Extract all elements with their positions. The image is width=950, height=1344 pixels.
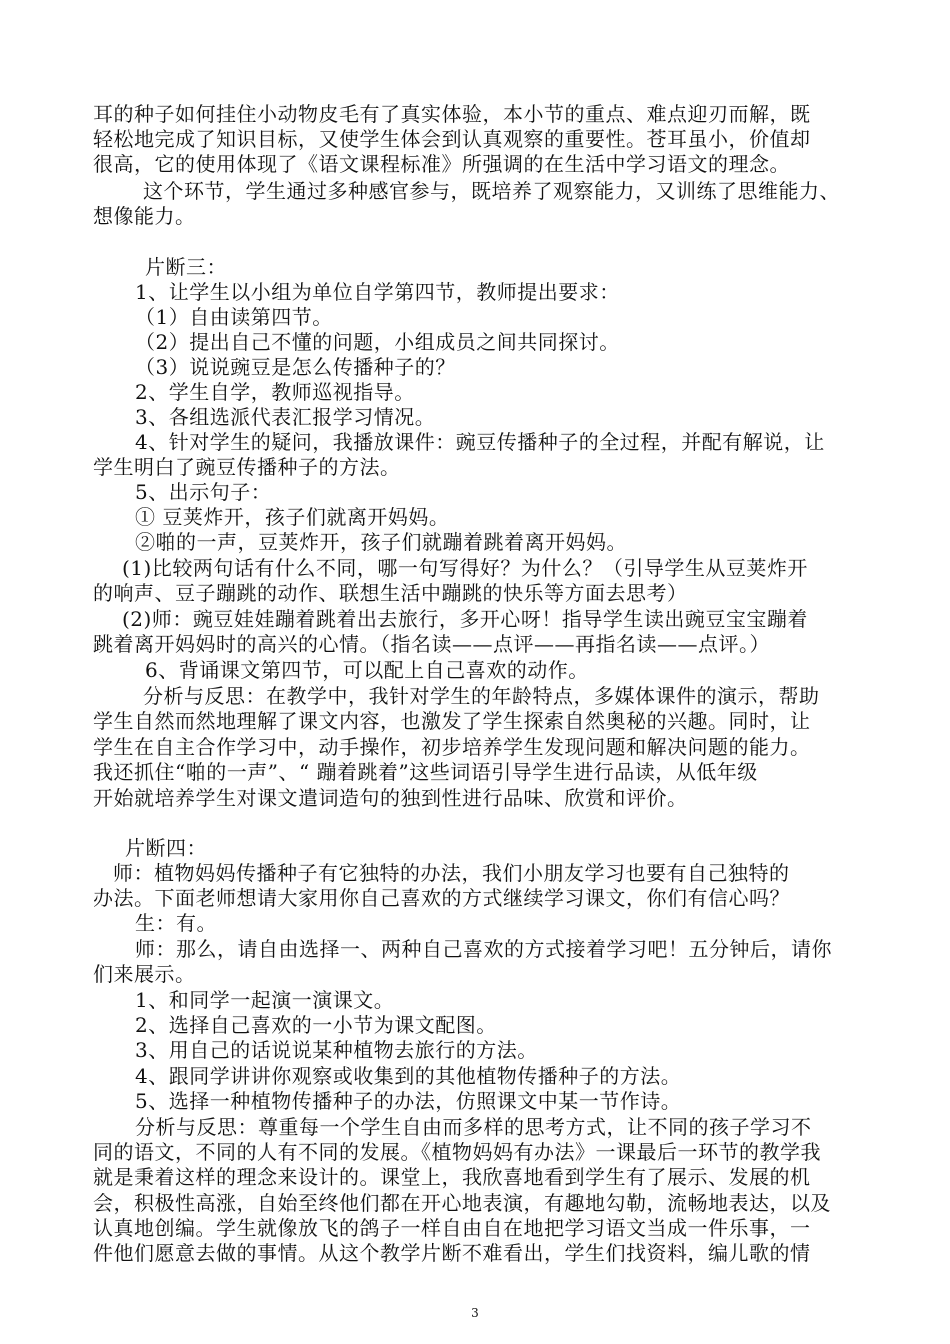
- text-line: 5、选择一种植物传播种子的办法，仿照课文中某一节作诗。: [135, 1089, 682, 1113]
- text-line: 学生自然而然地理解了课文内容，也激发了学生探索自然奥秘的兴趣。同时，让: [93, 709, 811, 733]
- text-line: 1、让学生以小组为单位自学第四节，教师提出要求：: [135, 280, 620, 304]
- text-line: 跳着离开妈妈时的高兴的心情。（指名读——点评——再指名读——点评。）: [93, 632, 770, 656]
- text-line: 4、针对学生的疑问，我播放课件：豌豆传播种子的全过程，并配有解说，让: [135, 430, 825, 454]
- text-line: 耳的种子如何挂住小动物皮毛有了真实体验，本小节的重点、难点迎刃而解，既: [93, 102, 811, 126]
- text-line: 很高，它的使用体现了《语文课程标准》所强调的在生活中学习语文的理念。: [93, 152, 790, 176]
- text-line: 师：植物妈妈传播种子有它独特的办法，我们小朋友学习也要有自己独特的: [113, 861, 790, 885]
- text-line: (2)师：豌豆娃娃蹦着跳着出去旅行，多开心呀！指导学生读出豌豆宝宝蹦着: [122, 607, 808, 631]
- text-line: 想像能力。: [93, 204, 196, 228]
- page-number: 3: [471, 1306, 479, 1320]
- text-line: 4、跟同学讲讲你观察或收集到的其他植物传播种子的方法。: [135, 1064, 682, 1088]
- text-line: （3）说说豌豆是怎么传播种子的？: [135, 355, 456, 379]
- text-line: 3、各组选派代表汇报学习情况。: [135, 405, 436, 429]
- text-line: 轻松地完成了知识目标，又使学生体会到认真观察的重要性。苍耳虽小，价值却: [93, 127, 811, 151]
- text-line: 5、出示句子：: [135, 480, 272, 504]
- text-line: ① 豆荚炸开，孩子们就离开妈妈。: [135, 505, 450, 529]
- text-line: 生：有。: [135, 911, 217, 935]
- text-line: 认真地创编。学生就像放飞的鸽子一样自由自在地把学习语文当成一件乐事，一: [93, 1216, 811, 1240]
- text-line: 会，积极性高涨，自始至终他们都在开心地表演，有趣地勾勒，流畅地表达，以及: [93, 1191, 831, 1215]
- text-line: 片断三：: [145, 255, 227, 279]
- text-line: 开始就培养学生对课文遣词造句的独到性进行品味、欣赏和评价。: [93, 786, 688, 810]
- text-line: 学生在自主合作学习中，动手操作，初步培养学生发现问题和解决问题的能力。: [93, 735, 811, 759]
- text-line: （1）自由读第四节。: [135, 305, 333, 329]
- text-line: 这个环节，学生通过多种感官参与，既培养了观察能力，又训练了思维能力、: [143, 179, 840, 203]
- text-line: 2、选择自己喜欢的一小节为课文配图。: [135, 1013, 497, 1037]
- text-line: 学生明白了豌豆传播种子的方法。: [93, 455, 401, 479]
- text-line: 1、和同学一起演一演课文。: [135, 988, 395, 1012]
- text-line: 3、用自己的话说说某种植物去旅行的方法。: [135, 1038, 538, 1062]
- text-line: （2）提出自己不懂的问题，小组成员之间共同探讨。: [135, 330, 620, 354]
- text-line: 2、学生自学，教师巡视指导。: [135, 380, 415, 404]
- text-line: 我还抓住“啪的一声”、“ 蹦着跳着”这些词语引导学生进行品读，从低年级: [93, 760, 758, 784]
- text-line: 们来展示。: [93, 962, 196, 986]
- text-line: (1)比较两句话有什么不同，哪一句写得好？为什么？（引导学生从豆荚炸开: [122, 556, 808, 580]
- text-line: 件他们愿意去做的事情。从这个教学片断不难看出，学生们找资料，编儿歌的情: [93, 1241, 811, 1265]
- text-line: 同的语文，不同的人有不同的发展。《植物妈妈有办法》一课最后一环节的教学我: [93, 1140, 821, 1164]
- text-line: 片断四：: [125, 836, 207, 860]
- text-line: 6、背诵课文第四节，可以配上自己喜欢的动作。: [145, 658, 589, 682]
- text-line: 师：那么，请自由选择一、两种自己喜欢的方式接着学习吧！五分钟后，请你: [135, 937, 832, 961]
- text-line: 分析与反思：在教学中，我针对学生的年龄特点，多媒体课件的演示，帮助: [143, 684, 820, 708]
- text-line: 办法。下面老师想请大家用你自己喜欢的方式继续学习课文，你们有信心吗？: [93, 886, 790, 910]
- text-line: 分析与反思：尊重每一个学生自由而多样的思考方式，让不同的孩子学习不: [135, 1115, 812, 1139]
- text-line: 的响声、豆子蹦跳的动作、联想生活中蹦跳的快乐等方面去思考）: [93, 581, 688, 605]
- text-line: 就是秉着这样的理念来设计的。课堂上，我欣喜地看到学生有了展示、发展的机: [93, 1165, 811, 1189]
- text-line: ②啪的一声，豆荚炸开，孩子们就蹦着跳着离开妈妈。: [135, 530, 627, 554]
